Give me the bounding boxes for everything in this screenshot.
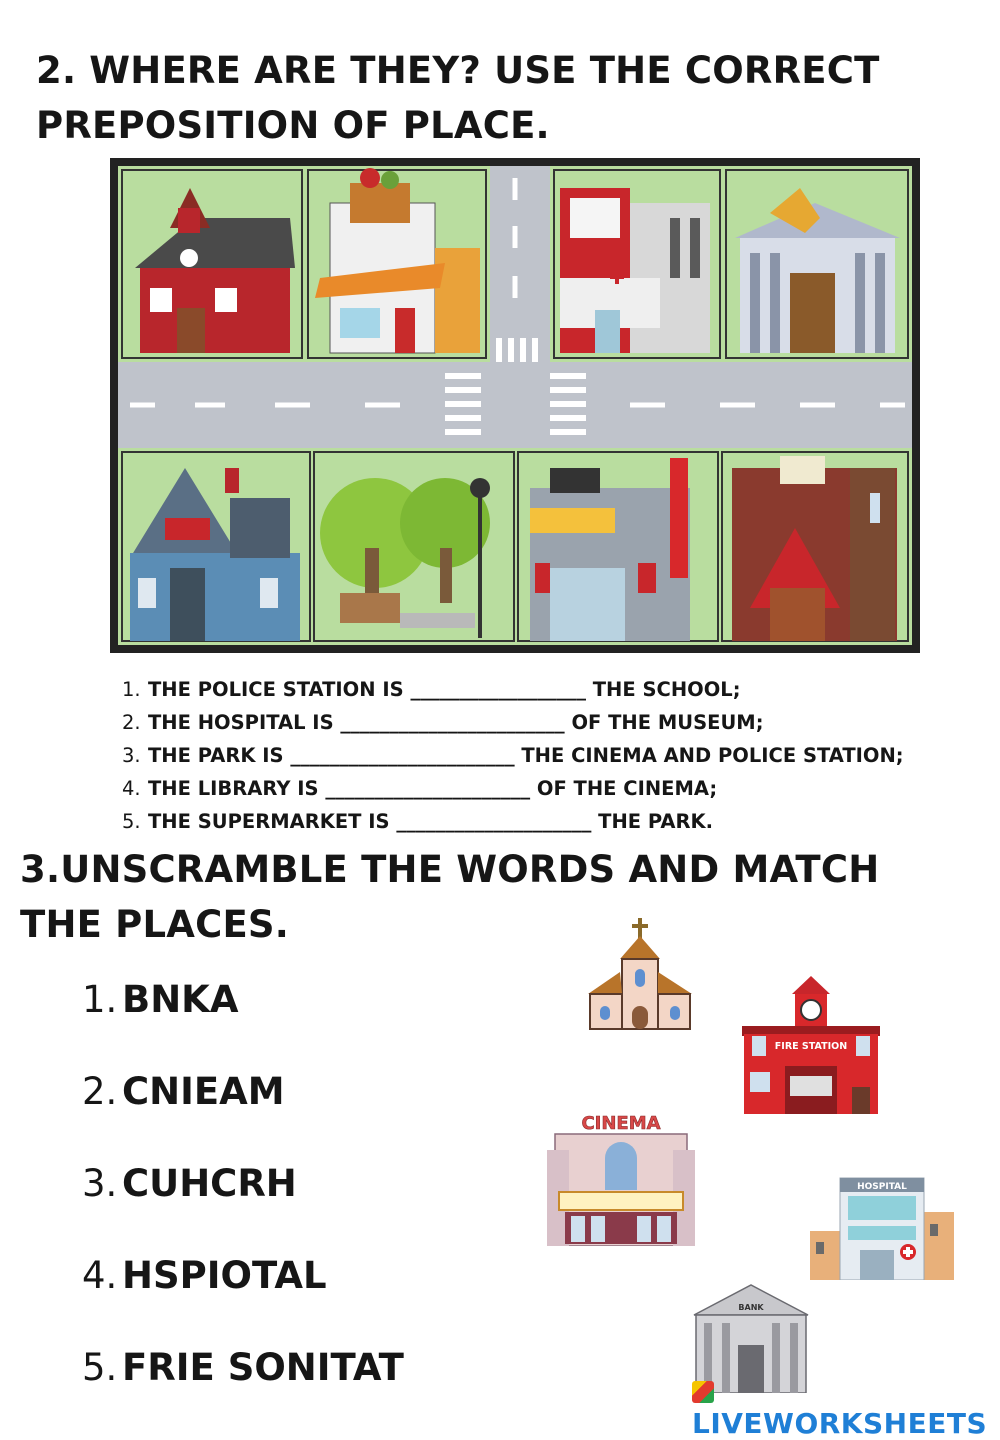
scrambled-word: BNKA [122, 978, 239, 1021]
watermark-text: LIVEWORKSHEETS [692, 1407, 988, 1440]
scrambled-word-row [82, 1062, 562, 1154]
liveworksheets-watermark [692, 1374, 1000, 1440]
sentence-text: THE SUPERMARKET IS ____________________ THE PARK. [148, 810, 714, 833]
scrambled-word: CUHCRH [122, 1162, 297, 1205]
cinema-sign: CINEMA [581, 1113, 661, 1134]
sentence-number: 3. [122, 744, 141, 767]
sentence-row [122, 805, 982, 838]
sentence-row [122, 739, 982, 772]
town-map-illustration [110, 158, 920, 653]
sentence-text: THE POLICE STATION IS __________________ THE SCHOOL; [148, 678, 741, 701]
library-building [732, 456, 897, 641]
sentence-number: 5. [122, 810, 141, 833]
word-number: 3. [82, 1162, 118, 1205]
hospital-picture[interactable] [810, 1176, 954, 1280]
sentence-text: THE PARK IS _______________________ THE CINEMA AND POLICE STATION; [148, 744, 904, 767]
section-2-title: 2. WHERE ARE THEY? USE THE CORRECT PREPOSITION OF PLACE. [36, 49, 880, 147]
fire-station-picture[interactable] [740, 972, 882, 1116]
preposition-sentences [122, 673, 982, 838]
word-number: 4. [82, 1254, 118, 1297]
section-3-title: 3.UNSCRAMBLE THE WORDS AND MATCH THE PLACES. [20, 848, 880, 946]
scrambled-word: HSPIOTAL [122, 1254, 327, 1297]
park-trees [320, 478, 490, 638]
scrambled-word-row [82, 1338, 562, 1430]
scrambled-words-list [82, 970, 562, 1430]
bank-label: BANK [738, 1303, 764, 1312]
sentence-number: 4. [122, 777, 141, 800]
fire-station-label: FIRE STATION [774, 1041, 848, 1052]
cinema-picture[interactable] [545, 1110, 697, 1246]
word-number: 1. [82, 978, 118, 1021]
liveworksheets-logo-icon [692, 1381, 714, 1403]
sentence-text: THE LIBRARY IS _____________________ OF THE CINEMA; [148, 777, 718, 800]
scrambled-word-row [82, 970, 562, 1062]
scrambled-word: CNIEAM [122, 1070, 285, 1113]
word-number: 2. [82, 1070, 118, 1113]
hospital-label: HOSPITAL [857, 1182, 907, 1192]
sentence-row [122, 673, 982, 706]
sentence-number: 1. [122, 678, 141, 701]
sentence-row [122, 706, 982, 739]
word-number: 5. [82, 1346, 118, 1389]
scrambled-word: FRIE SONITAT [122, 1346, 404, 1389]
sentence-number: 2. [122, 711, 141, 734]
church-picture[interactable] [580, 914, 700, 1034]
sentence-row [122, 772, 982, 805]
hospital-building [560, 188, 710, 353]
sentence-text: THE HOSPITAL IS _______________________ OF THE MUSEUM; [148, 711, 764, 734]
scrambled-word-row [82, 1246, 562, 1338]
scrambled-word-row [82, 1154, 562, 1246]
